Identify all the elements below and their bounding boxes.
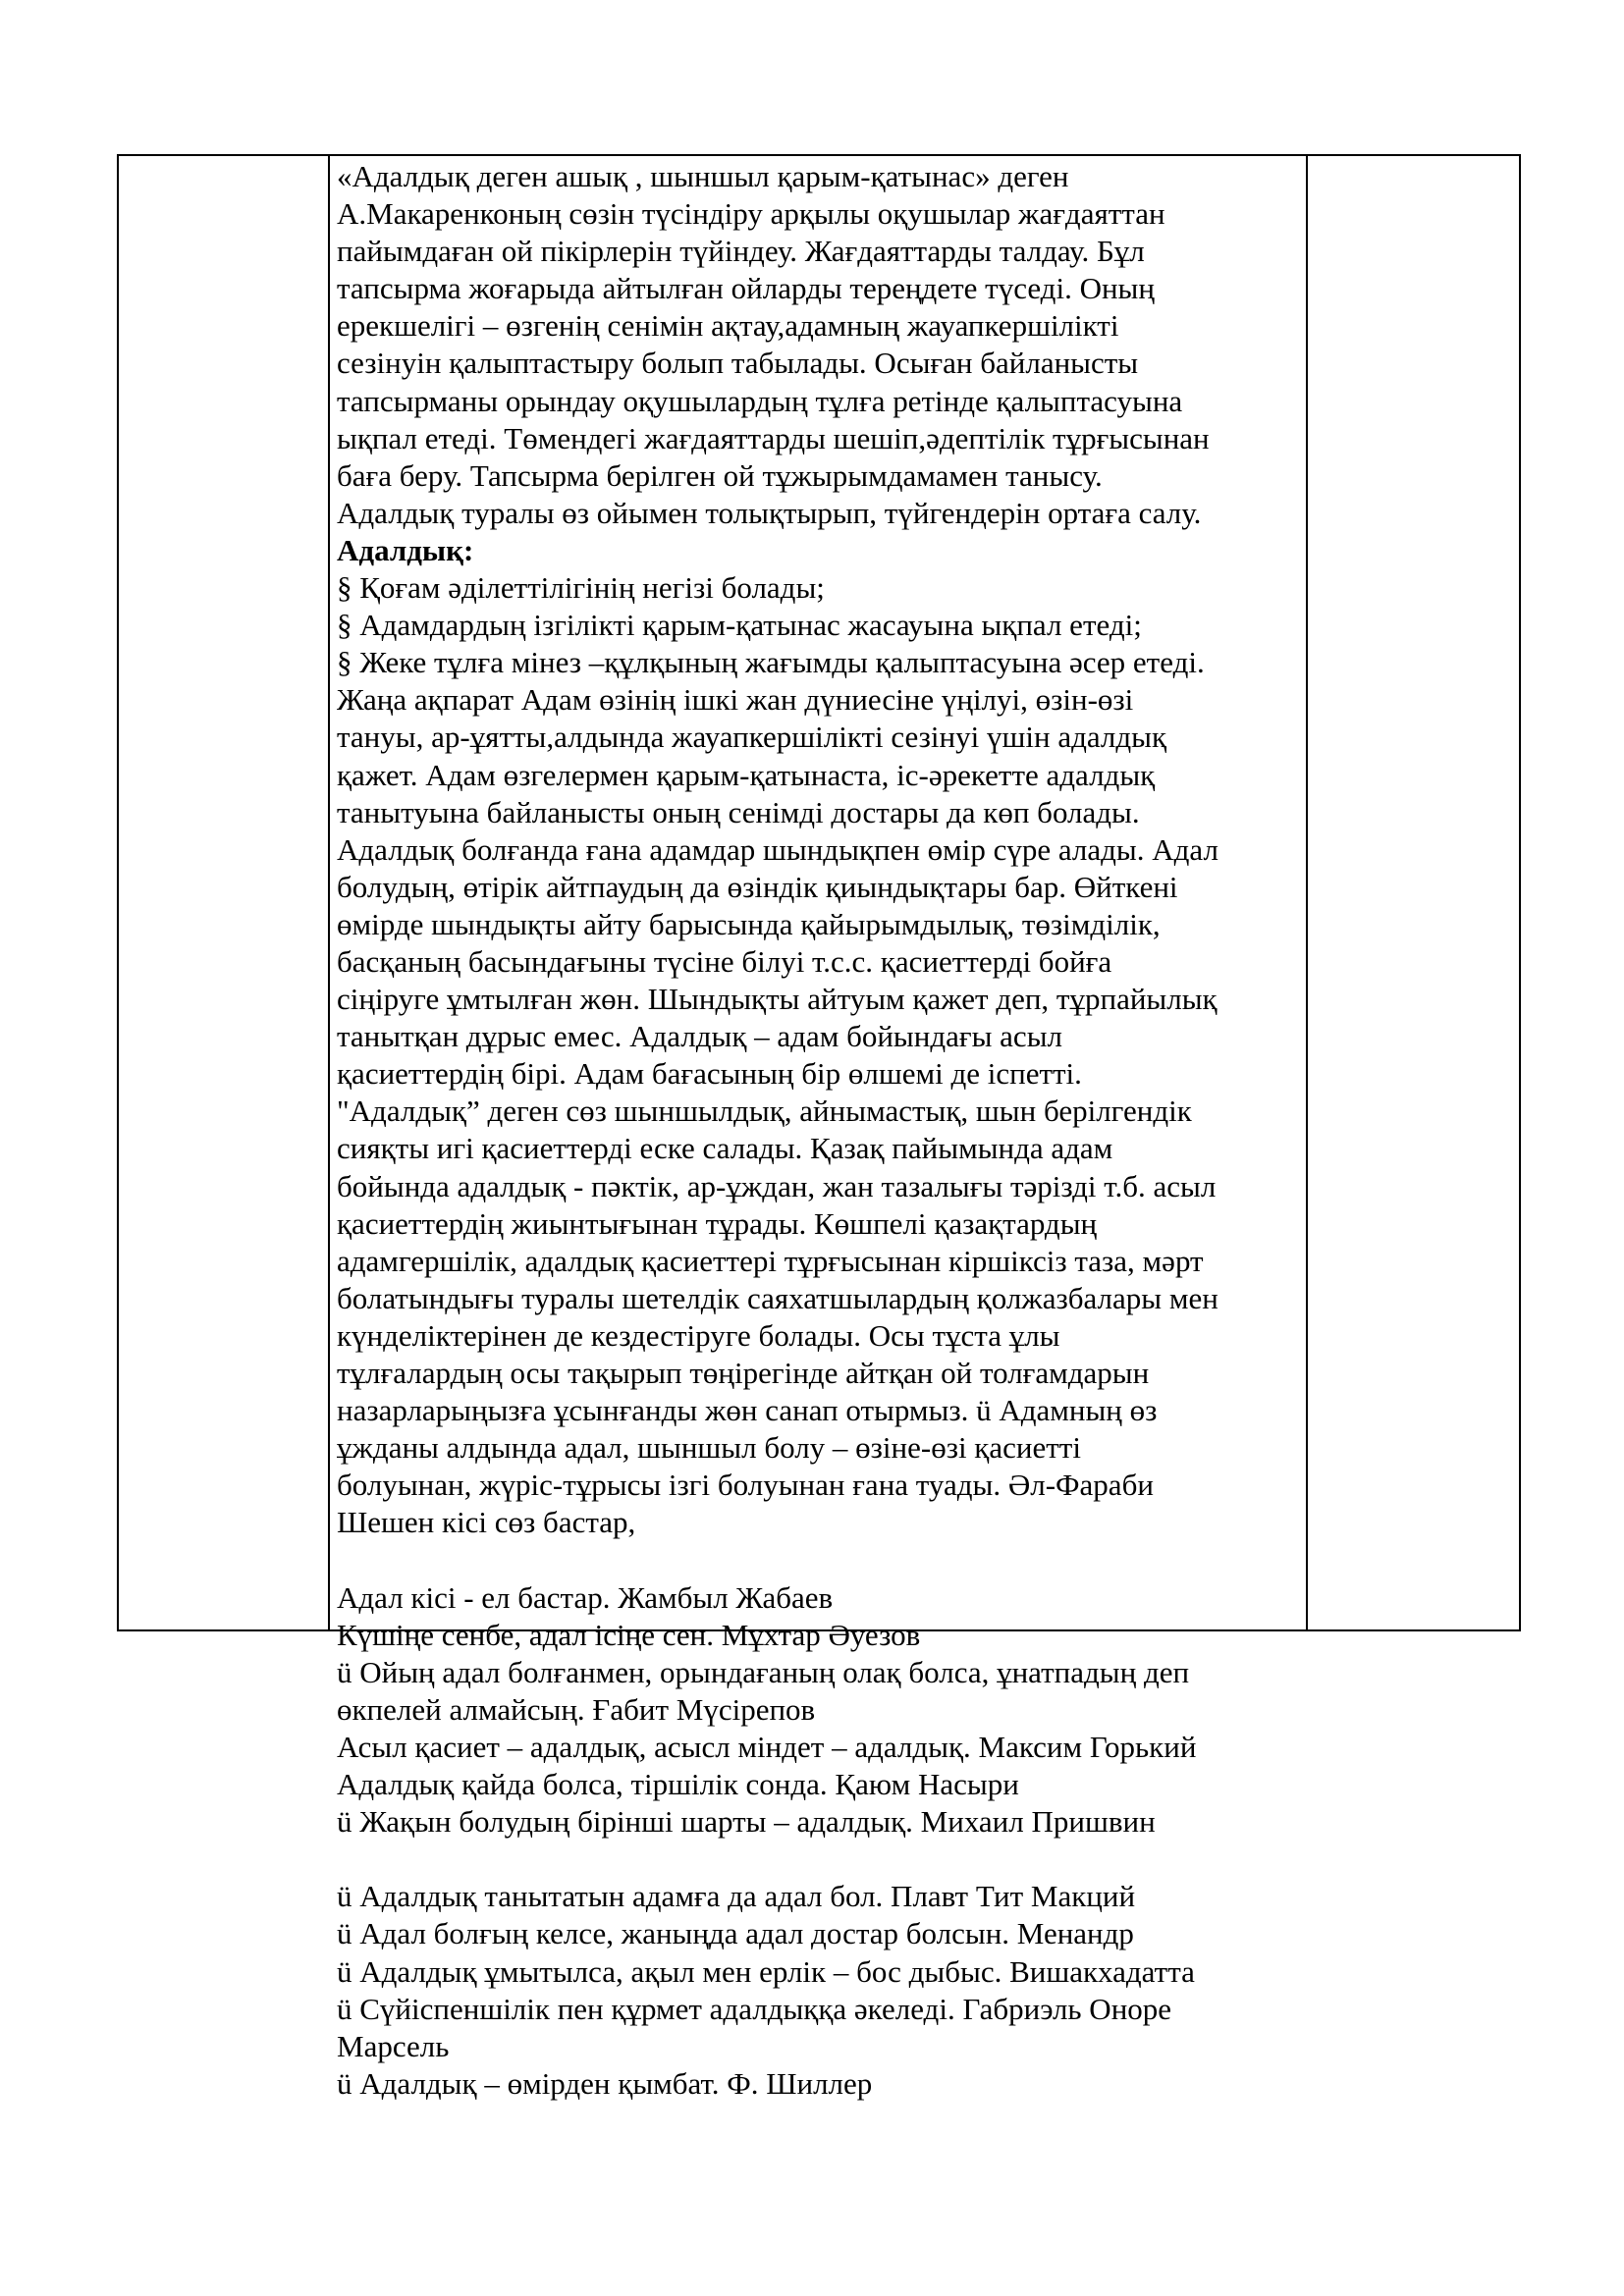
quote-line: Асыл қасиет – адалдық, асысл міндет – адалдық. Максим Горький [337,1729,1197,1764]
text-line: назарларыңызға ұсынғанды жөн санап отырмыз. ü Адамның өз [337,1393,1158,1428]
quote-line: ü Сүйіспеншілік пен құрмет адалдыққа әкеледі. Габриэль Оноре [337,1991,1172,2026]
text-line: бойында адалдық - пәктік, ар-ұждан, жан тазалығы тәрізді т.б. асыл [337,1168,1217,1203]
text-line: ұжданы алдында адал, шыншыл болу – өзіне-өзі қасиетті [337,1430,1081,1466]
text-line: тұлғалардың осы тақырып төңірегінде айтқан ой толғамдарын [337,1356,1150,1390]
text-line: сіңіруге ұмтылған жөн. Шындықты айтуым қажет деп, тұрпайылық [337,982,1218,1017]
text-line: Жаңа ақпарат Адам өзінің ішкі жан дүниесіне үңілуі, өзін-өзі [337,682,1134,718]
blank-line [337,1541,1304,1578]
text-line: қажет. Адам өзгелермен қарым-қатынаста, іс-әрекетте адалдық [337,757,1156,792]
text-line: пайымдаған ой пікірлерін түйіндеу. Жағдаяттарды талдау. Бұл [337,234,1145,269]
quote-line: ü Адалдық – өмірден қымбат. Ф. Шиллер [337,2065,873,2101]
quote-line: ü Адалдық ұмытылса, ақыл мен ерлік – бос дыбыс. Вишакхадатта [337,1953,1195,1989]
text-line: ерекшелігі – өзгенің сенімін ақтау,адамның жауапкершілікті [337,308,1119,344]
text-line: сезінуін қалыптастыру болып табылады. Осыған байланысты [337,346,1139,381]
text-line: болатындығы туралы шетелдік саяхатшылардың қолжазбалары мен [337,1280,1218,1315]
column-divider-right [1306,156,1308,1629]
text-line: танытуына байланысты оның сенімді достары да көп болады. [337,794,1140,829]
quote-line: ü Ойың адал болғанмен, орындағаның олақ болса, ұнатпадың деп [337,1654,1190,1689]
quote-line: ü Адалдық танытатын адамға да адал бол. Плавт Тит Макций [337,1879,1136,1914]
column-divider-left [328,156,330,1629]
text-line: ықпал етеді. Төмендегі жағдаяттарды шешіп,әдептілік тұрғысынан [337,420,1210,455]
text-line: болуынан, жүріс-тұрысы ізгі болуынан ғана туады. Әл-Фараби [337,1468,1154,1503]
text-line: тапсырманы орындау оқушылардың тұлға ретінде қалыптасуына [337,383,1183,418]
quote-line: ü Адал болғың келсе, жаныңда адал достар болсын. Менандр [337,1916,1134,1951]
text-line: сияқты игі қасиеттерді еске салады. Қазақ пайымында адам [337,1131,1113,1166]
text-line: Шешен кісі сөз бастар, [337,1505,636,1540]
bullet-item: § Қоғам әділеттілігінің негізі болады; [337,570,825,606]
quote-line: Марсель [337,2028,450,2063]
quote-line: ü Жақын болудың бірінші шарты – адалдық. Михаил Пришвин [337,1804,1156,1840]
text-line: болудың, өтірік айтпаудың да өзіндік қиындықтары бар. Өйткені [337,869,1178,904]
text-line: адамгершілік, адалдық қасиеттері тұрғысынан кіршіксіз таза, мәрт [337,1243,1204,1278]
text-line: Адалдық туралы өз ойымен толықтырып, түйгендерін ортаға салу. [337,495,1202,530]
blank-line [337,1841,1304,1878]
text-line: «Адалдық деген ашық , шыншыл қарым-қатынас» деген [337,159,1069,193]
text-line: қасиеттердің жиынтығынан тұрады. Көшпелі қазақтардың [337,1205,1098,1241]
text-line: тануы, ар-ұятты,алдында жауапкершілікті сезінуі үшін адалдық [337,720,1167,755]
quote-line: өкпелей алмайсың. Ғабит Мүсірепов [337,1691,816,1727]
text-line: А.Макаренконың сөзін түсіндіру арқылы оқушылар жағдаяттан [337,196,1165,232]
text-line: Адалдық болғанда ғана адамдар шындықпен өмір сүре алады. Адал [337,831,1218,867]
section-heading: Адалдық: [337,532,474,567]
quote-line: Адал кісі - ел бастар. Жамбыл Жабаев [337,1579,834,1615]
text-line: тапсырма жоғарыда айтылған ойларды тереңдете түседі. Оның [337,271,1155,306]
quote-line: Адалдық қайда болса, тіршілік сонда. Қаюм Насыри [337,1767,1019,1802]
bullet-item: § Адамдардың ізгілікті қарым-қатынас жасауына ықпал етеді; [337,608,1142,643]
text-line: өмірде шындықты айту барысында қайырымдылық, төзімділік, [337,906,1161,941]
text-line: "Адалдық” деген сөз шыншылдық, айнымастық, шын берілгендік [337,1094,1192,1129]
document-table [117,154,1521,2101]
text-line: қасиеттердің бірі. Адам бағасының бір өлшемі де іспетті. [337,1056,1082,1092]
content-cell [337,158,1304,2103]
bullet-item: § Жеке тұлға мінез –құлқының жағымды қалыптасуына әсер етеді. [337,645,1205,680]
quote-line: Күшіңе сенбе, адал ісіңе сен. Мұхтар Әуезов [337,1617,921,1652]
text-line: күнделіктерінен де кездестіруге болады. Осы тұста ұлы [337,1317,1060,1353]
text-line: баға беру. Тапсырма берілген ой тұжырымдамамен танысу. [337,457,1103,493]
text-line: танытқан дұрыс емес. Адалдық – адам бойындағы асыл [337,1019,1062,1054]
text-line: басқаның басындағыны түсіне білуі т.с.с. қасиеттерді бойға [337,943,1112,979]
